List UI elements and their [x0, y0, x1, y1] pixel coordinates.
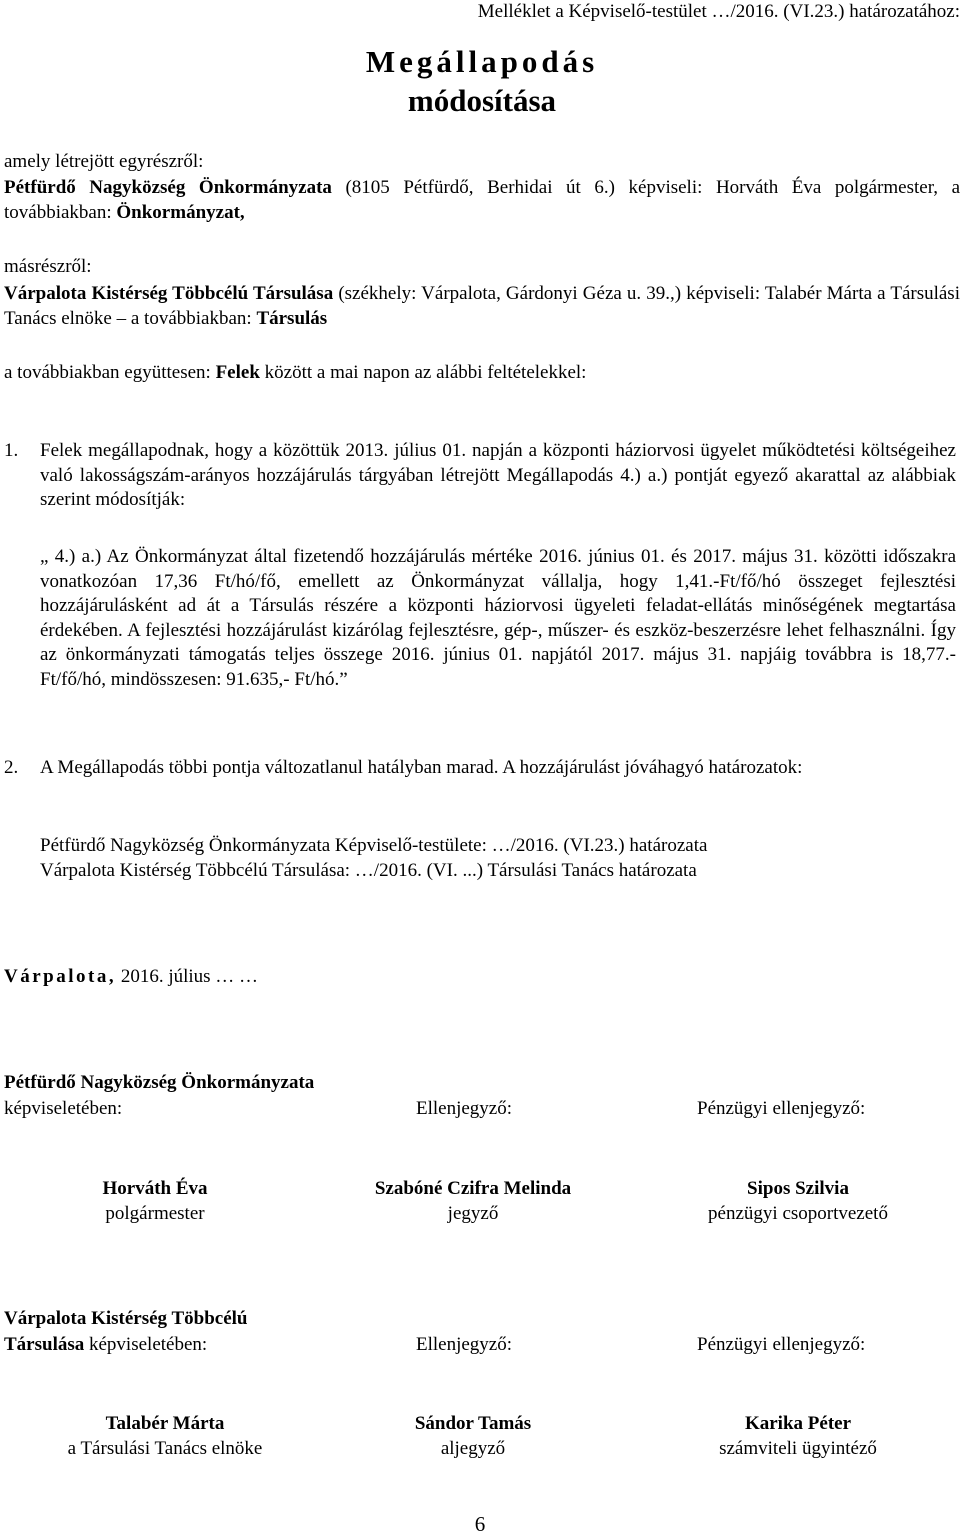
sig2-name-3: Karika Péter: [744, 1413, 852, 1434]
sig2-name-1: Talabér Márta: [105, 1413, 225, 1434]
sig2-name-2: Sándor Tamás: [414, 1413, 532, 1434]
resolution-2: Várpalota Kistérség Többcélú Társulása: …/2016. (VI. ...) Társulási Tanács határozata: [40, 860, 697, 881]
party1-details: (8105 Pétfürdő, Berhidai út 6.) képviseli: Horváth Éva polgármester, a továbbiakban:: [4, 177, 960, 223]
sig1-name-2: Szabóné Czifra Melinda: [374, 1178, 572, 1199]
party2-short: Társulás: [256, 307, 328, 329]
party1-short: Önkormányzat,: [116, 201, 245, 223]
party2-details: (székhely: Várpalota, Gárdonyi Géza u. 39.,) képviseli: Talabér Márta a Társulási Tanács elnöke – a továbbiakban:: [4, 283, 960, 329]
sig1-org: Pétfürdő Nagyközség Önkormányzata: [4, 1072, 315, 1093]
sig1-role-3: pénzügyi csoportvezető: [708, 1203, 888, 1224]
together-bold: Felek: [215, 362, 260, 383]
party2-name: Várpalota Kistérség Többcélú Társulása: [4, 283, 334, 304]
sig2-org-line2: [4, 1333, 404, 1358]
sig1-col2-label: Ellenjegyző:: [416, 1098, 513, 1119]
sig1-role-1: polgármester: [105, 1203, 205, 1224]
sig2-col2-label: Ellenjegyző:: [416, 1334, 513, 1355]
sig1-name-1: Horváth Éva: [102, 1178, 208, 1199]
document-title: Megállapodás: [365, 44, 599, 79]
sig2-org-line1: Várpalota Kistérség Többcélú: [4, 1308, 248, 1329]
sig2-org-short: Társulása: [4, 1334, 85, 1355]
together-paragraph: [4, 361, 960, 386]
party2-paragraph: [4, 282, 960, 331]
other-side-label: másrészről:: [4, 256, 92, 277]
sig1-behalf: képviseletében:: [4, 1098, 123, 1119]
sig2-role-2: aljegyző: [440, 1438, 506, 1459]
parties-intro: amely létrejött egyrészről:: [4, 151, 204, 172]
sig2-role-1: a Társulási Tanács elnöke: [67, 1438, 263, 1459]
clause1-quote: „ 4.) a.) Az Önkormányzat által fizetendő hozzájárulás mértéke 2016. június 01. és 2017. május 31. közötti időszakra vonatkozóan 17,36 Ft/hó/fő, emellett az Önkormányzat vállalja, hogy 1,41.-Ft/fő/hó összeget fejlesztési hozzájárulásként ad át a Társulás részére a központi háziorvosi ügyeleti feladat-ellátás minőségének megtartása érdekében. A fejlesztési hozzájárulást kizárólag fejlesztésre, gép-, műszer- és eszköz-beszerzésre lehet felhasználni. Így az önkormányzati támogatás teljes összege 2016. június 01. napjától 2017. május 31. napjáig továbbra is 18,77.-Ft/fő/hó, mindösszesen: 91.635,- Ft/hó.”: [40, 546, 956, 690]
date-text: 2016. július … …: [116, 966, 259, 987]
together-pre: a továbbiakban együttesen:: [4, 362, 216, 383]
annex-header: Melléklet a Képviselő-testület …/2016. (VI.23.) határozatához:: [477, 1, 960, 22]
party1-paragraph: [4, 176, 960, 225]
clause2-number: 2.: [4, 757, 19, 778]
clause1-number: 1.: [4, 440, 19, 461]
sig2-col3-label: Pénzügyi ellenjegyző:: [697, 1334, 866, 1355]
party1-name: Pétfürdő Nagyközség Önkormányzata: [4, 177, 332, 198]
document-subtitle: módosítása: [407, 83, 557, 118]
place-city: Várpalota,: [4, 966, 117, 987]
sig1-name-3: Sipos Szilvia: [747, 1178, 849, 1199]
together-post: között a mai napon az alábbi feltételekkel:: [259, 362, 587, 383]
clause2-text: A Megállapodás többi pontja változatlanul hatályban marad. A hozzájárulást jóváhagyó határozatok:: [40, 757, 803, 778]
clause1-text: Felek megállapodnak, hogy a közöttük 2013. július 01. napján a központi háziorvosi ügyelet működtetési költségeihez való lakosságszám-arányos hozzájárulás tárgyában létrejött Megállapodás 4.) a.) pontját egyező akarattal az alábbiak szerint módosítják:: [40, 440, 956, 510]
sig1-role-2: jegyző: [447, 1203, 499, 1224]
page-number: 6: [474, 1512, 486, 1536]
sig2-behalf: képviseletében:: [84, 1334, 208, 1355]
sig1-col3-label: Pénzügyi ellenjegyző:: [697, 1098, 866, 1119]
place-date: [4, 965, 604, 990]
resolution-1: Pétfürdő Nagyközség Önkormányzata Képviselő-testülete: …/2016. (VI.23.) határozata: [40, 835, 708, 856]
sig2-role-3: számviteli ügyintéző: [719, 1438, 877, 1459]
